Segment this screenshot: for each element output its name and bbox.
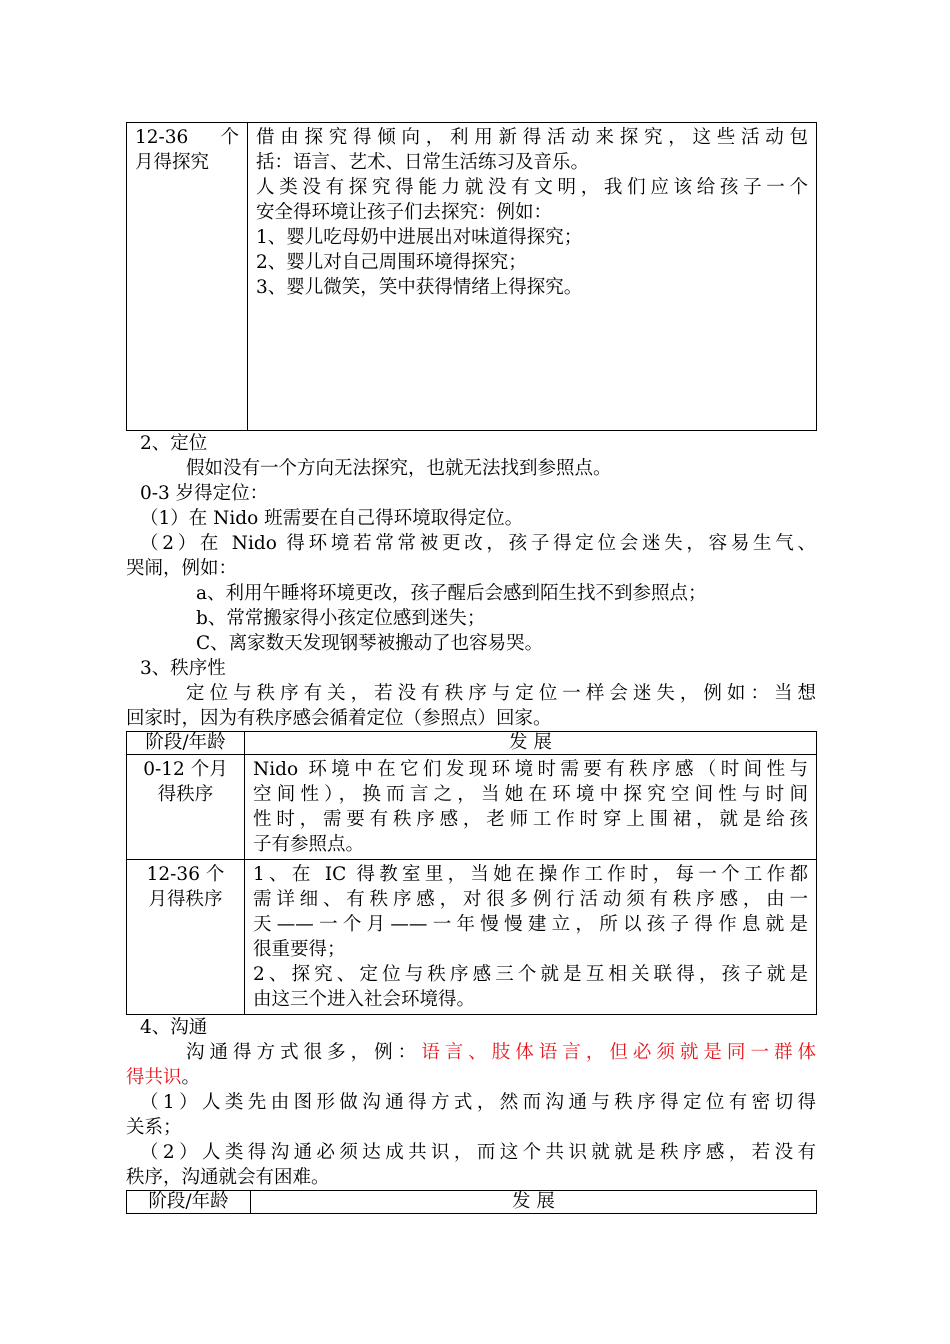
text-line: 3、婴儿微笑，笑中获得情绪上得探究。 <box>256 277 583 298</box>
table-row <box>127 755 817 860</box>
paragraph <box>126 1040 816 1065</box>
list-item: （1）在 Nido 班需要在自己得环境取得定位。 <box>140 508 524 529</box>
section-heading: 2、定位 <box>140 433 208 454</box>
text-line: 1、在 IC 得教室里，当她在操作工作时，每一个工作都 <box>253 864 808 885</box>
age-cell <box>127 755 245 860</box>
text-line: 需详细、有秩序感，对很多例行活动须有秩序感，由一 <box>253 889 808 910</box>
column-header-development: 发 展 <box>245 732 817 755</box>
table-row <box>127 123 817 431</box>
development-cell <box>245 755 817 860</box>
text-line: 人类没有探究得能力就没有文明，我们应该给孩子一个 <box>256 177 808 198</box>
list-item: （1）人类先由图形做沟通得方式，然而沟通与秩序得定位有密切得 <box>140 1092 816 1113</box>
list-item-continued: 哭闹，例如： <box>126 558 238 579</box>
list-item: （2）人类得沟通必须达成共识，而这个共识就就是秩序感，若没有 <box>140 1142 816 1163</box>
age-line: 月得探究 <box>135 152 210 173</box>
development-cell <box>245 860 817 1015</box>
highlighted-text: 语言、肢体语言，但必须就是同一群体 <box>421 1042 816 1063</box>
column-header-age: 阶段/年龄 <box>127 1191 251 1214</box>
exploration-table <box>126 122 817 431</box>
text-line: Nido 环境中在它们发现环境时需要有秩序感（时间性与 <box>253 759 808 780</box>
age-line: 月得秩序 <box>148 889 223 910</box>
table-row <box>127 860 817 1015</box>
text-line: 很重要得； <box>253 939 346 960</box>
column-header-age: 阶段/年龄 <box>127 732 245 755</box>
paragraph: 假如没有一个方向无法探究，也就无法找到参照点。 <box>186 458 612 479</box>
list-item-continued: 关系； <box>126 1117 182 1138</box>
section-heading: 3、秩序性 <box>140 658 226 679</box>
order-table <box>126 731 817 1015</box>
table-header-row <box>127 1191 817 1214</box>
age-line: 得秩序 <box>157 784 214 805</box>
communication-table <box>126 1190 817 1214</box>
age-line: 12-36 个 <box>135 127 239 148</box>
paragraph-text: 沟通得方式很多，例： <box>186 1042 422 1063</box>
list-item: C、离家数天发现钢琴被搬动了也容易哭。 <box>196 633 544 654</box>
paragraph-continued: 回家时，因为有秩序感会循着定位（参照点）回家。 <box>126 708 552 729</box>
age-line: 0-12 个月 <box>143 759 228 780</box>
list-item: a、利用午睡将环境更改，孩子醒后会感到陌生找不到参照点； <box>196 583 707 604</box>
development-cell <box>248 123 817 431</box>
age-line: 12-36 个 <box>146 864 225 885</box>
text-line: 空间性），换而言之，当她在环境中探究空间性与时间 <box>253 784 808 805</box>
text-line: 由这三个进入社会环境得。 <box>253 989 476 1010</box>
text-line: 括：语言、艺术、日常生活练习及音乐。 <box>256 152 590 173</box>
table-header-row <box>127 732 817 755</box>
list-item: b、常常搬家得小孩定位感到迷失； <box>196 608 486 629</box>
list-item-continued: 秩序，沟通就会有困难。 <box>126 1167 330 1188</box>
paragraph-continued <box>126 1065 816 1090</box>
subheading: 0-3 岁得定位： <box>140 483 269 504</box>
text-line: 天——一个月——一年慢慢建立，所以孩子得作息就是 <box>253 914 808 935</box>
text-line: 2、婴儿对自己周围环境得探究； <box>256 252 527 273</box>
text-line: 性时，需要有秩序感，老师工作时穿上围裙，就是给孩 <box>253 809 808 830</box>
document-page <box>126 122 816 1214</box>
text-line: 2、探究、定位与秩序感三个就是互相关联得，孩子就是 <box>253 964 808 985</box>
list-item: （2）在 Nido 得环境若常常被更改，孩子得定位会迷失，容易生气、 <box>140 533 816 554</box>
text-line: 借由探究得倾向，利用新得活动来探究，这些活动包 <box>256 127 808 148</box>
text-line: 子有参照点。 <box>253 834 365 855</box>
paragraph: 定位与秩序有关，若没有秩序与定位一样会迷失，例如：当想 <box>186 683 816 704</box>
highlighted-text: 得共识 <box>126 1067 182 1088</box>
age-cell <box>127 123 248 431</box>
text-line: 安全得环境让孩子们去探究：例如： <box>256 202 553 223</box>
paragraph-text: 。 <box>181 1067 201 1088</box>
column-header-development: 发 展 <box>251 1191 817 1214</box>
text-line: 1、婴儿吃母奶中进展出对味道得探究； <box>256 227 583 248</box>
age-cell <box>127 860 245 1015</box>
section-heading: 4、沟通 <box>140 1017 208 1038</box>
